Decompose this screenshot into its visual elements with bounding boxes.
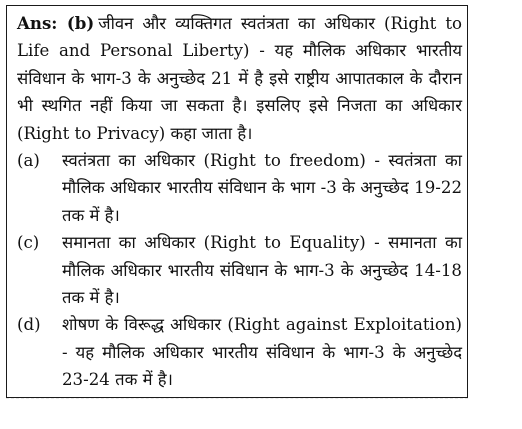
- list-item-text: समानता का अधिकार (Right to Equality) - समानता का मौलिक अधिकार भारतीय संविधान के भाग-3 के अनुच्छेद 14-18 तक में है।: [62, 233, 462, 308]
- answer-intro-text: जीवन और व्यक्तिगत स्वतंत्रता का अधिकार (Right to Life and Personal Liberty) - यह मौलिक अधिकार भारतीय संविधान के भाग-3 के अनुच्छेद 21 में है इसे राष्ट्रीय आपातकाल के दौरान भी स्थगित नहीं किया जा सकता है। इसलिए इसे निजता का अधिकार (Right to Privacy) कहा जाता है।: [17, 14, 462, 143]
- list-item: [17, 229, 462, 311]
- list-item-marker: (a): [17, 151, 40, 171]
- list-item: [17, 311, 462, 393]
- list-item-marker: (c): [17, 233, 40, 253]
- list-item-text: स्वतंत्रता का अधिकार (Right to freedom) - स्वतंत्रता का मौलिक अधिकार भारतीय संविधान के भाग -3 के अनुच्छेद 19-22 तक में है।: [62, 151, 462, 225]
- answer-intro: [17, 10, 462, 147]
- list-item-text: शोषण के विरूद्ध अधिकार (Right against Exploitation) - यह मौलिक अधिकार भारतीय संविधान के भाग-3 के अनुच्छेद 23-24 तक में है।: [62, 315, 462, 390]
- list-item-marker: (d): [17, 315, 41, 335]
- list-item: [17, 147, 462, 229]
- answer-lead: Ans: (b): [17, 13, 95, 33]
- answer-box: [6, 5, 468, 398]
- page-divider: [6, 398, 468, 406]
